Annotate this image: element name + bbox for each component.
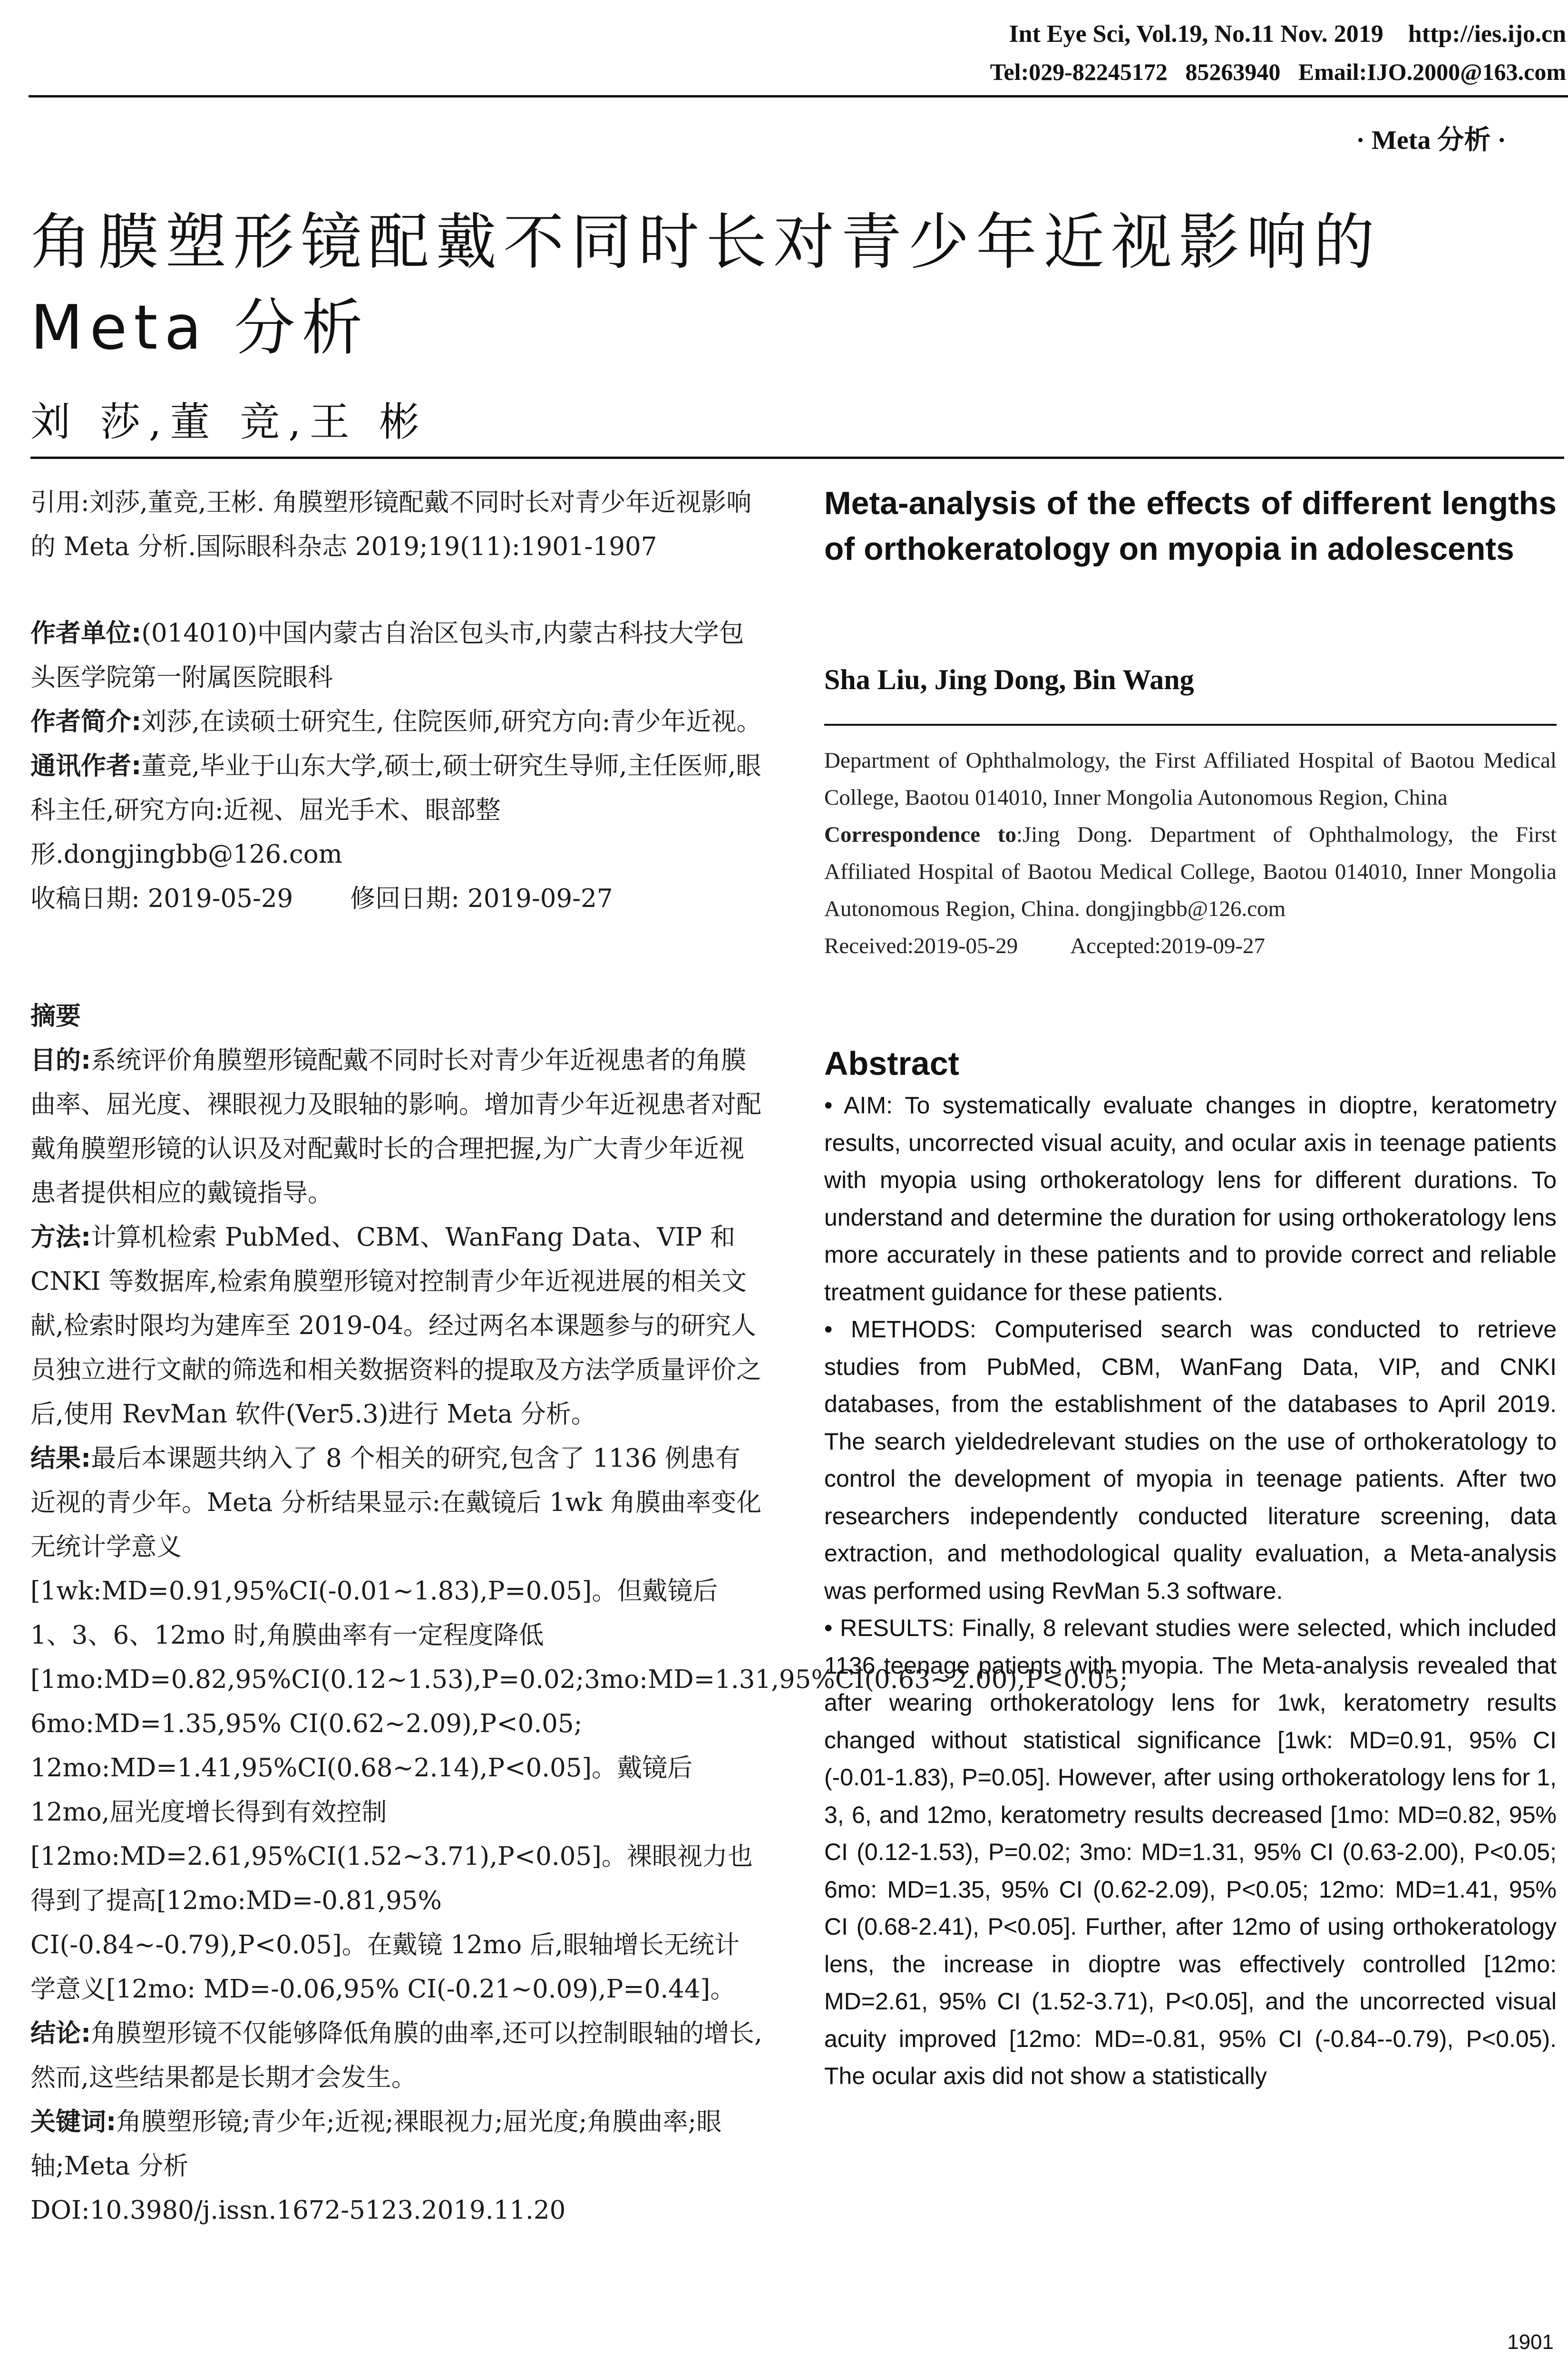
author-unit [30, 611, 763, 700]
author-unit-label: 作者单位: [30, 619, 142, 648]
revised-date: 修回日期: 2019-09-27 [350, 884, 613, 913]
author-bio-label: 作者简介: [30, 707, 142, 736]
article-title: 角膜塑形镜配戴不同时长对青少年近视影响的 Meta 分析 [30, 207, 1382, 363]
cn-aim-text: 系统评价角膜塑形镜配戴不同时长对青少年近视患者的角膜曲率、屈光度、裸眼视力及眼轴的影响。增加青少年近视患者对配戴角膜塑形镜的认识及对配戴时长的合理把握,为广大青少年近视患者提供相应的戴镜指导。 [30, 1046, 761, 1208]
correspondence [824, 816, 1557, 927]
english-title: Meta-analysis of the effects of different lengths of orthokeratology on myopia in adolescents [824, 485, 1557, 567]
corr-text: 董竞,毕业于山东大学,硕士,硕士研究生导师,主任医师,眼科主任,研究方向:近视、屈光手术、眼部整形.dongjingbb@126.com [30, 751, 761, 869]
cn-keywords-label: 关键词: [30, 2107, 117, 2136]
affiliation: Department of Ophthalmology, the First Affiliated Hospital of Baotou Medical College, Baotou 014010, Inner Mongolia Autonomous Region, China [824, 748, 1557, 810]
cn-keywords [30, 2100, 763, 2188]
page-number: 1901 [1507, 2330, 1554, 2354]
received-date: 收稿日期: 2019-05-29 [30, 884, 293, 913]
author-bio [30, 700, 763, 744]
cn-methods-text: 计算机检索 PubMed、CBM、WanFang Data、VIP 和 CNKI 等数据库,检索角膜塑形镜对控制青少年近视进展的相关文献,检索时限均为建库至 2019-04。经过两名本课题参与的研究人员独立进行文献的筛选和相关数据资料的提取及方法学质量评价之后,使用 RevMan 软件(Ver5.3)进行 Meta 分析。 [30, 1223, 761, 1429]
cn-results-text: 最后本课题共纳入了 8 个相关的研究,包含了 1136 例患有近视的青少年。Meta 分析结果显示:在戴镜后 1wk 角膜曲率变化无统计学意义[1wk:MD=0.91,95%CI(-0.01~1.83),P=0.05]。但戴镜后 1、3、6、12mo 时,角膜曲率有一定程度降低[1mo:MD=0.82,95%CI(0.12~1.53),P=0.02;3mo:MD=1.31,95%CI(0.63~2.00),P<0.05; 6mo:MD=1.35,95% CI(0.62~2.09),P<0.05; 12mo:MD=1.41,95%CI(0.68~2.14),P<0.05]。戴镜后 12mo,屈光度增长得到有效控制[12mo:MD=2.61,95%CI(1.52~3.71),P<0.05]。裸眼视力也得到了提高[12mo:MD=-0.81,95% CI(-0.84~-0.79),P<0.05]。在戴镜 12mo 后,眼轴增长无统计学意义[12mo: MD=-0.06,95% CI(-0.21~0.09),P=0.44]。 [30, 1444, 1128, 2004]
correspondence-label: Correspondence to [824, 822, 1016, 847]
corr-label: 通讯作者: [30, 751, 142, 780]
affiliation-block [824, 742, 1557, 964]
doi: DOI:10.3980/j.issn.1672-5123.2019.11.20 [30, 2196, 566, 2225]
english-abstract [824, 1087, 1557, 2095]
cn-methods [30, 1215, 763, 1436]
author-unit-text: (014010)中国内蒙古自治区包头市,内蒙古科技大学包头医学院第一附属医院眼科 [30, 619, 744, 692]
english-divider [824, 724, 1557, 726]
author-info-block [30, 611, 763, 921]
section-tag: · Meta 分析 · [1356, 126, 1506, 155]
title-divider [30, 457, 1564, 459]
cn-keywords-text: 角膜塑形镜;青少年;近视;裸眼视力;屈光度;角膜曲率;眼轴;Meta 分析 [30, 2107, 722, 2181]
citation: 引用:刘莎,董竞,王彬. 角膜塑形镜配戴不同时长对青少年近视影响的 Meta 分析.国际眼科杂志 2019;19(11):1901-1907 [30, 488, 752, 561]
en-methods: • METHODS: Computerised search was conducted to retrieve studies from PubMed, CBM, WanFang Data, VIP, and CNKI databases, from the establishment of the databases to April 2019. The search yieldedrelevant studies on the use of orthokeratology to control the development of myopia in teenage patients. After two researchers independently conducted literature screening, data extraction, and methodological quality evaluation, a Meta-analysis was performed using RevMan 5.3 software. [824, 1316, 1557, 1604]
citation-block [30, 480, 763, 569]
english-abstract-heading: Abstract [824, 1045, 959, 1082]
corresponding-author [30, 744, 763, 877]
journal-header-line: Int Eye Sci, Vol.19, No.11 Nov. 2019 http://ies.ijo.cn [1009, 20, 1566, 48]
en-received: Received:2019-05-29 [824, 934, 1018, 958]
cn-results-label: 结果: [30, 1444, 91, 1473]
dates-line [30, 877, 763, 921]
en-accepted: Accepted:2019-09-27 [1070, 934, 1266, 958]
cn-aim [30, 1038, 763, 1215]
cn-abstract-heading: 摘要 [30, 1002, 81, 1031]
journal-contact-line: Tel:029-82245172 85263940 Email:IJO.2000@163.com [990, 58, 1566, 85]
english-authors: Sha Liu, Jing Dong, Bin Wang [824, 664, 1194, 695]
cn-methods-label: 方法: [30, 1223, 91, 1252]
author-list: 刘 莎,董 竞,王 彬 [30, 399, 428, 445]
author-bio-text: 刘莎,在读硕士研究生, 住院医师,研究方向:青少年近视。 [141, 707, 762, 736]
cn-conclusion [30, 2011, 763, 2100]
cn-aim-label: 目的: [30, 1046, 91, 1075]
en-dates [824, 927, 1557, 964]
cn-conclusion-text: 角膜塑形镜不仅能够降低角膜的曲率,还可以控制眼轴的增长,然而,这些结果都是长期才会发生。 [30, 2019, 762, 2092]
en-results: • RESULTS: Finally, 8 relevant studies were selected, which included 1136 teenage patients with myopia. The Meta-analysis revealed that after wearing orthokeratology lens for 1wk, keratometry results changed without statistical significance [1wk: MD=0.91, 95% CI (-0.01-1.83), P=0.05]. However, after using orthokeratology lens for 1, 3, 6, and 12mo, keratometry results decreased [1mo: MD=0.82, 95% CI (0.12-1.53), P=0.02; 3mo: MD=1.31, 95% CI (0.63-2.00), P<0.05; 6mo: MD=1.35, 95% CI (0.62-2.09), P<0.05; 12mo: MD=1.41, 95% CI (0.68-2.41), P<0.05]. Further, after 12mo of using orthokeratology lens, the increase in dioptre was effectively controlled [12mo: MD=2.61, 95% CI (1.52-3.71), P<0.05], and the uncorrected visual acuity improved [12mo: MD=-0.81, 95% CI (-0.84--0.79), P<0.05). The ocular axis did not show a statistically [824, 1615, 1557, 2089]
header-divider [29, 95, 1568, 97]
correspondence-text: :Jing Dong. Department of Ophthalmology, the First Affiliated Hospital of Baotou Medical College, Baotou 014010, Inner Mongolia Autonomous Region, China. dongjingbb@126.com [824, 822, 1557, 921]
cn-results [30, 1436, 1128, 2011]
cn-conclusion-label: 结论: [30, 2019, 91, 2048]
en-aim: • AIM: To systematically evaluate changes in dioptre, keratometry results, uncorrected visual acuity, and ocular axis in teenage patients with myopia using orthokeratology lens for different durations. To understand and determine the duration for using orthokeratology lens more accurately in these patients and to provide correct and reliable treatment guidance for these patients. [824, 1092, 1557, 1305]
